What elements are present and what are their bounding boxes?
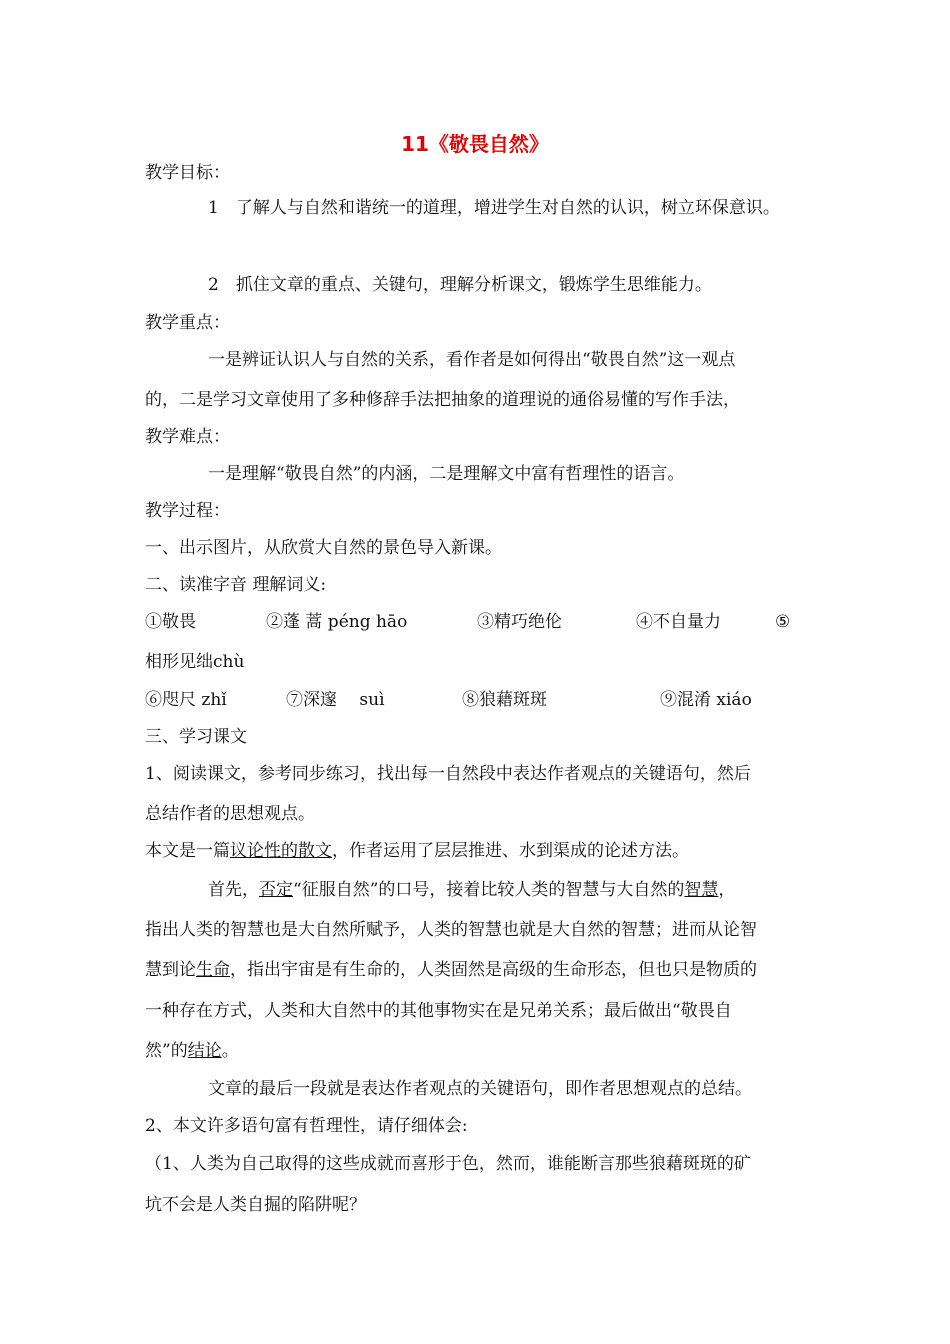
vocab-item: ⑤	[775, 612, 791, 632]
difficulty-heading: 教学难点：	[145, 427, 230, 447]
goals-heading: 教学目标：	[145, 163, 230, 183]
page-title: 11《敬畏自然》	[401, 132, 549, 156]
key-line-2: 的，二是学习文章使用了多种修辞手法把抽象的道理说的通俗易懂的写作手法，	[145, 390, 740, 410]
paragraph-2: 文章的最后一段就是表达作者观点的关键语句，即作者思想观点的总结。	[208, 1079, 752, 1099]
step-2: 二、读准字音 理解词义:	[145, 575, 327, 595]
vocab-item: ②蓬 蒿 péng hāo	[266, 612, 408, 632]
paragraph-1-line-5: 然”的结论。	[145, 1041, 239, 1061]
vocab-item: ⑧狼藉斑斑	[462, 690, 547, 710]
vocab-item: 相形见绌chù	[145, 652, 245, 672]
paragraph-1-line-4: 一种存在方式，人类和大自然中的其他事物实在是兄弟关系；最后做出“敬畏自	[145, 1001, 732, 1021]
goal-1: 1 了解人与自然和谐统一的道理，增进学生对自然的认识，树立环保意识。	[208, 198, 780, 218]
vocab-item: ⑦深邃 suì	[286, 690, 385, 710]
answer-1: 本文是一篇议论性的散文，作者运用了层层推进、水到渠成的论述方法。	[145, 841, 689, 861]
paragraph-1-line-2: 指出人类的智慧也是大自然所赋予，人类的智慧也就是大自然的智慧；进而从论智	[145, 920, 757, 940]
step-1: 一、出示图片，从欣赏大自然的景色导入新课。	[145, 538, 502, 558]
paragraph-1-line-3: 慧到论生命，指出宇宙是有生命的，人类固然是高级的生命形态，但也只是物质的	[145, 960, 757, 980]
question-1-line-2: 总结作者的思想观点。	[145, 804, 315, 824]
question-2: 2、本文许多语句富有哲理性，请仔细体会:	[145, 1116, 468, 1136]
process-heading: 教学过程：	[145, 501, 230, 521]
difficulty-line: 一是理解“敬畏自然”的内涵，二是理解文中富有哲理性的语言。	[208, 464, 685, 484]
vocab-item: ④不自量力	[636, 612, 721, 632]
question-1-line-1: 1、阅读课文，参考同步练习，找出每一自然段中表达作者观点的关键语句，然后	[145, 764, 751, 784]
question-2-1-line-2: 坑不会是人类自掘的陷阱呢？	[145, 1195, 366, 1215]
paragraph-1-line-1: 首先，否定“征服自然”的口号，接着比较人类的智慧与大自然的智慧，	[208, 880, 736, 900]
step-3: 三、学习课文	[145, 727, 247, 747]
vocab-item: ①敬畏	[145, 612, 196, 632]
question-2-1-line-1: （1、人类为自己取得的这些成就而喜形于色，然而，谁能断言那些狼藉斑斑的矿	[145, 1154, 751, 1174]
vocab-item: ③精巧绝伦	[477, 612, 562, 632]
key-heading: 教学重点：	[145, 313, 230, 333]
vocab-item: ⑥咫尺 zhǐ	[145, 690, 227, 710]
goal-2: 2 抓住文章的重点、关键句，理解分析课文，锻炼学生思维能力。	[208, 275, 712, 295]
key-line-1: 一是辨证认识人与自然的关系，看作者是如何得出“敬畏自然”这一观点	[208, 350, 736, 370]
vocab-item: ⑨混淆 xiáo	[660, 690, 752, 710]
